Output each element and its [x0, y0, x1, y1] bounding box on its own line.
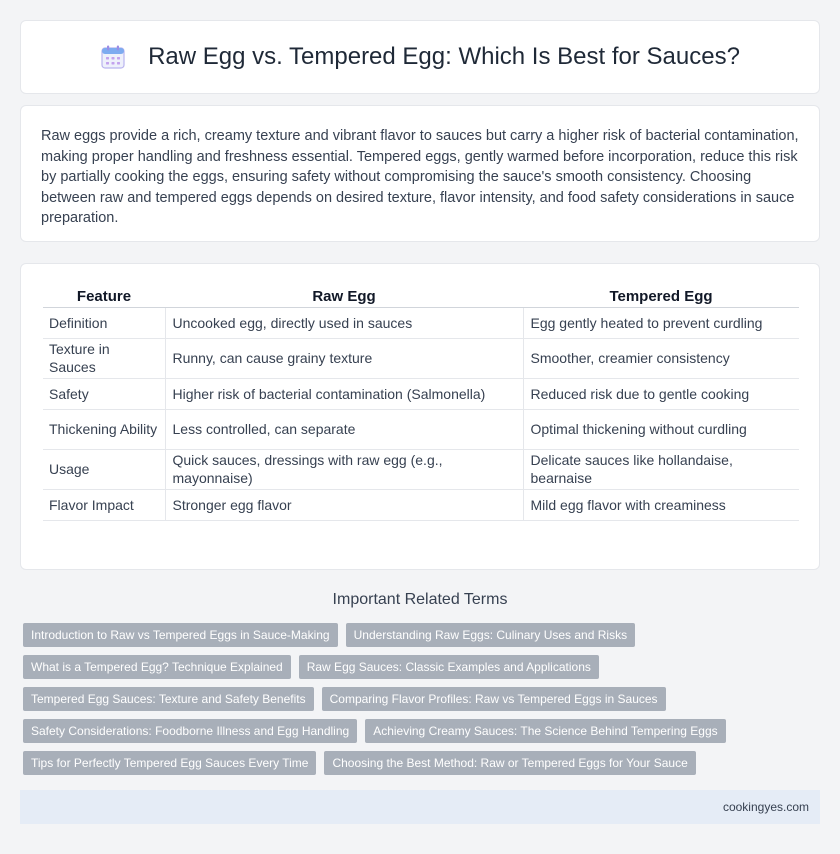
feature-cell: Texture in Sauces [43, 338, 165, 378]
comparison-table [43, 284, 799, 521]
related-term-tag[interactable]: Tips for Perfectly Tempered Egg Sauces Every Time [23, 751, 316, 775]
raw-egg-cell: Higher risk of bacterial contamination (Salmonella) [165, 378, 523, 409]
table-row [43, 307, 799, 338]
raw-egg-cell: Stronger egg flavor [165, 489, 523, 520]
page-title: Raw Egg vs. Tempered Egg: Which Is Best for Sauces? [148, 43, 740, 70]
intro-card [20, 105, 820, 242]
table-header-row [43, 284, 799, 307]
related-terms-list [23, 623, 823, 783]
calendar-icon [100, 44, 126, 70]
related-term-tag[interactable]: What is a Tempered Egg? Technique Explained [23, 655, 291, 679]
feature-cell: Flavor Impact [43, 489, 165, 520]
related-terms-heading: Important Related Terms [332, 591, 508, 608]
title-card [20, 20, 820, 94]
raw-egg-cell: Uncooked egg, directly used in sauces [165, 307, 523, 338]
tag-row [23, 655, 823, 679]
table-row [43, 449, 799, 489]
feature-cell: Safety [43, 378, 165, 409]
tag-row [23, 687, 823, 711]
tempered-egg-cell: Reduced risk due to gentle cooking [523, 378, 799, 409]
table-row [43, 338, 799, 378]
related-term-tag[interactable]: Choosing the Best Method: Raw or Tempered Eggs for Your Sauce [324, 751, 695, 775]
footer [20, 790, 820, 824]
related-term-tag[interactable]: Introduction to Raw vs Tempered Eggs in Sauce-Making [23, 623, 338, 647]
tag-row [23, 623, 823, 647]
table-row [43, 409, 799, 449]
header-raw-egg: Raw Egg [165, 284, 523, 307]
tag-row [23, 751, 823, 775]
related-term-tag[interactable]: Safety Considerations: Foodborne Illness and Egg Handling [23, 719, 357, 743]
tempered-egg-cell: Egg gently heated to prevent curdling [523, 307, 799, 338]
raw-egg-cell: Quick sauces, dressings with raw egg (e.g., mayonnaise) [165, 449, 523, 489]
tempered-egg-cell: Optimal thickening without curdling [523, 409, 799, 449]
related-term-tag[interactable]: Understanding Raw Eggs: Culinary Uses and Risks [346, 623, 635, 647]
feature-cell: Thickening Ability [43, 409, 165, 449]
header-tempered-egg: Tempered Egg [523, 284, 799, 307]
table-row [43, 378, 799, 409]
raw-egg-cell: Less controlled, can separate [165, 409, 523, 449]
related-term-tag[interactable]: Raw Egg Sauces: Classic Examples and Applications [299, 655, 599, 679]
intro-paragraph: Raw eggs provide a rich, creamy texture and vibrant flavor to sauces but carry a higher risk of bacterial contamination, making proper handling and freshness essential. Tempered eggs, gently warmed before incorporation, reduce this risk by partially cooking the eggs, ensuring safety without compromising the sauce's smooth consistency. Choosing between raw and tempered eggs depends on desired texture, flavor intensity, and food safety considerations in sauce preparation. [41, 128, 799, 226]
tag-row [23, 719, 823, 743]
related-term-tag[interactable]: Achieving Creamy Sauces: The Science Behind Tempering Eggs [365, 719, 725, 743]
related-term-tag[interactable]: Comparing Flavor Profiles: Raw vs Tempered Eggs in Sauces [322, 687, 666, 711]
table-row [43, 489, 799, 520]
raw-egg-cell: Runny, can cause grainy texture [165, 338, 523, 378]
tempered-egg-cell: Delicate sauces like hollandaise, bearnaise [523, 449, 799, 489]
related-term-tag[interactable]: Tempered Egg Sauces: Texture and Safety Benefits [23, 687, 314, 711]
footer-site-link[interactable]: cookingyes.com [722, 800, 809, 814]
tempered-egg-cell: Smoother, creamier consistency [523, 338, 799, 378]
feature-cell: Definition [43, 307, 165, 338]
tempered-egg-cell: Mild egg flavor with creaminess [523, 489, 799, 520]
feature-cell: Usage [43, 449, 165, 489]
header-feature: Feature [43, 284, 165, 307]
comparison-table-card [20, 263, 820, 570]
